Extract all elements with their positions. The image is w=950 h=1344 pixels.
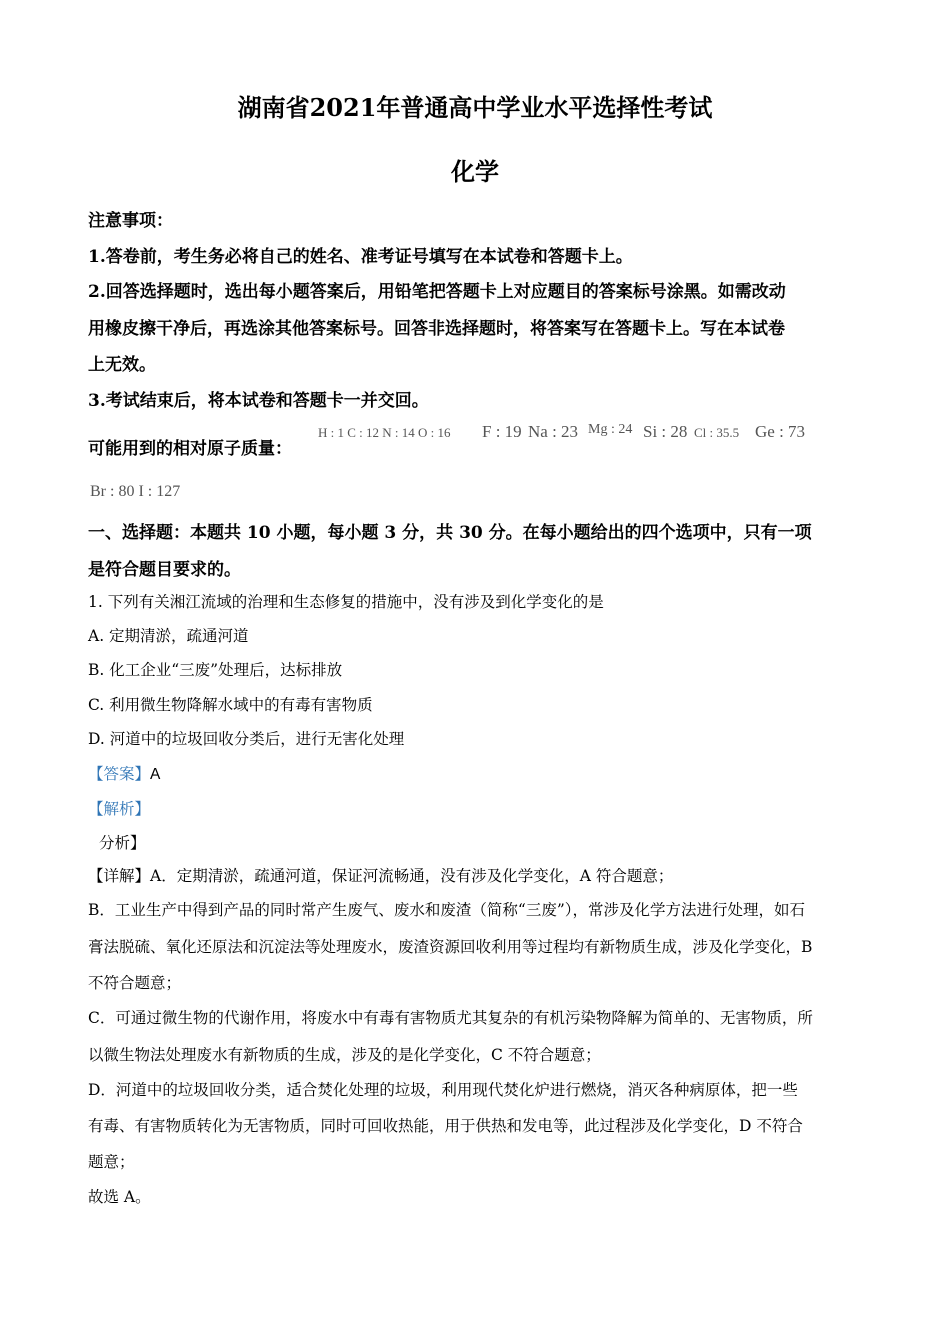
question-1-option-a: A. 定期清淤，疏通河道 [88,627,249,645]
notice-item-3: 3.考试结束后，将本试卷和答题卡一并交回。 [88,391,429,411]
detail-line-10: 故选 A。 [88,1188,151,1206]
answer-line [88,762,160,784]
section-1-line-1: 一、选择题：本题共 10 小题，每小题 3 分，共 30 分。在每小题给出的四个选项中，只有一项 [88,523,812,543]
detail-line-8: 有毒、有害物质转化为无害物质，同时可回收热能，用于供热和发电等，此过程涉及化学变化，D 不符合 [88,1117,803,1135]
atomic-mass-small: H : 1 C : 12 N : 14 O : 16 [318,425,451,440]
detail-line-5: C．可通过微生物的代谢作用，将废水中有毒有害物质尤其复杂的有机污染物降解为简单的、无害物质，所 [88,1009,813,1027]
detail-line-1: 【详解】A．定期清淤，疏通河道，保证河流畅通，没有涉及化学变化，A 符合题意； [88,867,674,885]
analysis-label: 【解析】 [88,800,151,818]
analysis-sub-label: 分析】 [99,834,146,852]
atomic-mass-na: Na : 23 [528,422,579,441]
notice-item-2-line-3: 上无效。 [88,355,156,375]
atomic-mass-ge: Ge : 73 [755,422,806,441]
atomic-mass-mg: Mg : 24 [588,422,633,437]
detail-line-3: 膏法脱硫、氧化还原法和沉淀法等处理废水，废渣资源回收利用等过程均有新物质生成，涉及化学变化，B [88,938,813,956]
question-1-option-d: D. 河道中的垃圾回收分类后，进行无害化处理 [88,730,405,748]
detail-line-9: 题意； [88,1153,135,1171]
question-1-stem: 1. 下列有关湘江流域的治理和生态修复的措施中，没有涉及到化学变化的是 [88,593,604,611]
atomic-mass-label: 可能用到的相对原子质量： [88,439,292,459]
notice-item-1: 1.答卷前，考生务必将自己的姓名、准考证号填写在本试卷和答题卡上。 [88,247,633,267]
atomic-mass-f: F : 19 [482,422,522,441]
answer-value: A [150,766,161,783]
notice-item-2-line-1: 2.回答选择题时，选出每小题答案后，用铅笔把答题卡上对应题目的答案标号涂黑。如需改动 [88,282,786,302]
detail-line-7: D．河道中的垃圾回收分类，适合焚化处理的垃圾，利用现代焚化炉进行燃烧，消灭各种病原体，把一些 [88,1081,798,1099]
answer-label: 【答案】 [88,765,151,783]
exam-title: 湖南省2021年普通高中学业水平选择性考试 [237,93,713,122]
detail-line-6: 以微生物法处理废水有新物质的生成，涉及的是化学变化，C 不符合题意； [88,1046,601,1064]
detail-line-4: 不符合题意； [88,974,182,992]
question-1-option-b: B. 化工企业“三废”处理后，达标排放 [88,661,343,679]
question-1-option-c: C. 利用微生物降解水域中的有毒有害物质 [88,696,373,714]
atomic-mass-cl: Cl : 35.5 [694,425,740,440]
exam-subject: 化学 [451,157,499,186]
atomic-mass-si: Si : 28 [643,422,688,441]
atomic-mass-line-2: Br : 80 I : 127 [90,483,181,500]
notice-heading: 注意事项： [88,211,173,231]
section-1-line-2: 是符合题目要求的。 [88,560,241,580]
notice-item-2-line-2: 用橡皮擦干净后，再选涂其他答案标号。回答非选择题时，将答案写在答题卡上。写在本试卷 [88,319,785,339]
detail-line-2: B．工业生产中得到产品的同时常产生废气、废水和废渣（简称“三废”），常涉及化学方法进行处理，如石 [88,901,805,919]
